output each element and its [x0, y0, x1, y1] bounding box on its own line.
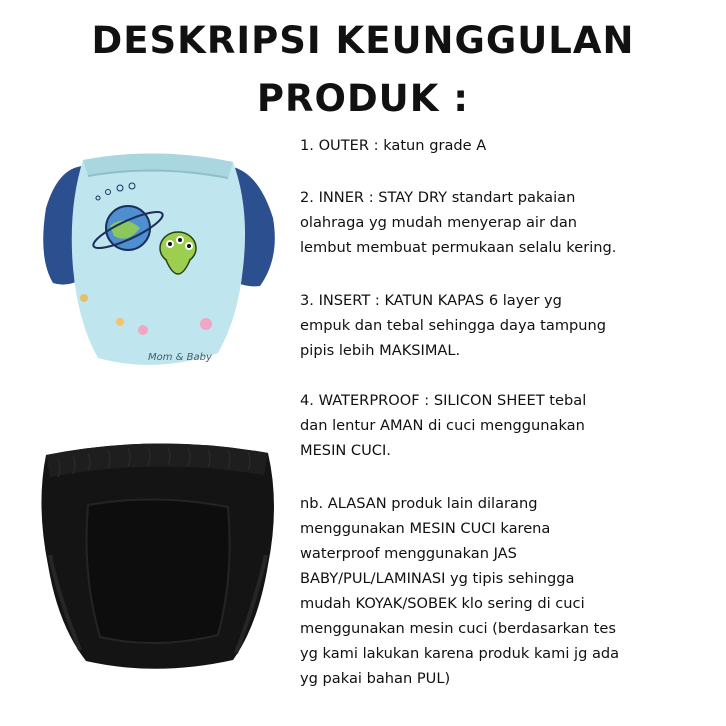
description-line: olahraga yg mudah menyerap air dan: [300, 214, 578, 231]
page-title-line-2: PRODUK :: [256, 77, 470, 120]
description-line: MESIN CUCI.: [300, 442, 391, 459]
description-line: yg pakai bahan PUL): [300, 670, 451, 687]
description-line: 3. INSERT : KATUN KAPAS 6 layer yg: [300, 292, 562, 309]
description-line: pipis lebih MAKSIMAL.: [300, 342, 461, 359]
description-line: 4. WATERPROOF : SILICON SHEET tebal: [300, 392, 587, 409]
product-image-inner: [28, 435, 284, 675]
description-line: menggunakan MESIN CUCI karena: [300, 520, 551, 537]
description-line: menggunakan mesin cuci (berdasarkan tes: [300, 620, 616, 637]
description-note: [300, 491, 716, 691]
description-line: lembut membuat permukaan selalu kering.: [300, 239, 617, 256]
description-line: waterproof menggunakan JAS: [300, 545, 517, 562]
description-line: empuk dan tebal sehingga daya tampung: [300, 317, 607, 334]
description-line: yg kami lakukan karena produk kami jg ada: [300, 645, 620, 662]
description-line: 1. OUTER : katun grade A: [300, 137, 487, 154]
description-line: BABY/PUL/LAMINASI yg tipis sehingga: [300, 570, 575, 587]
product-image-outer: [28, 148, 284, 378]
description-inner: [300, 185, 716, 260]
description-line: 2. INNER : STAY DRY standart pakaian: [300, 189, 576, 206]
page-title-line-1: DESKRIPSI KEUNGGULAN: [91, 19, 635, 62]
svg-text:Mom & Baby: Mom & Baby: [148, 352, 212, 363]
description-insert: [300, 288, 716, 363]
description-waterproof: [300, 388, 716, 463]
description-line: nb. ALASAN produk lain dilarang: [300, 495, 538, 512]
description-outer: [300, 133, 716, 158]
description-line: dan lentur AMAN di cuci menggunakan: [300, 417, 585, 434]
description-line: mudah KOYAK/SOBEK klo sering di cuci: [300, 595, 585, 612]
